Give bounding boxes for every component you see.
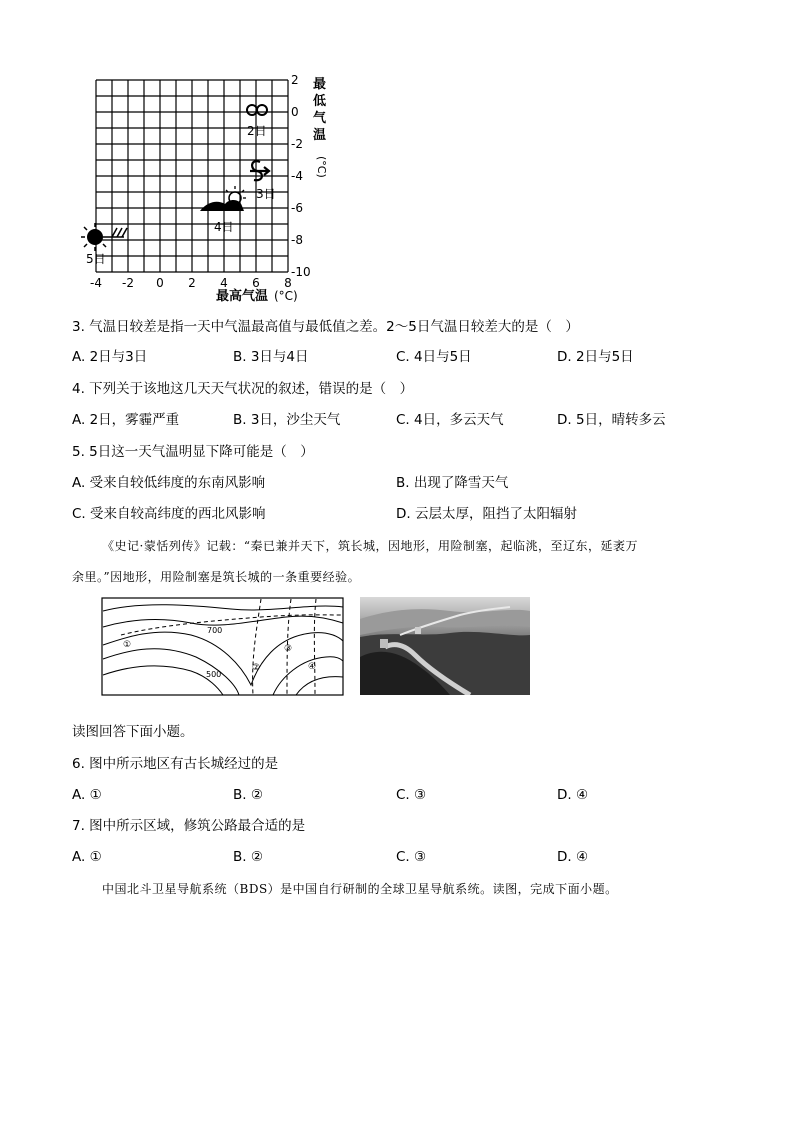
- route-marker-2: ②: [252, 663, 261, 673]
- x-tick-label: 4: [220, 276, 228, 290]
- q6-option-c[interactable]: C. ③: [396, 787, 427, 803]
- q3-option-d[interactable]: D. 2日与5日: [557, 349, 634, 365]
- q6-option-b[interactable]: B. ②: [233, 787, 263, 803]
- q6-stem: 6. 图中所示地区有古长城经过的是: [72, 756, 279, 772]
- q7-option-a[interactable]: A. ①: [72, 849, 102, 865]
- q4-stem: 4. 下列关于该地这几天天气状况的叙述，错误的是（ ）: [72, 381, 414, 397]
- contour-map: [101, 597, 344, 696]
- x-axis-unit: (°C): [274, 289, 298, 303]
- contour-label-700: 700: [207, 626, 223, 635]
- y-axis-title: [313, 77, 327, 143]
- q4-option-b[interactable]: B. 3日，沙尘天气: [233, 412, 341, 428]
- x-tick-label: 0: [156, 276, 164, 290]
- passage-line-1: 《史记·蒙恬列传》记载：“秦已兼并天下，筑长城，因地形，用险制塞，起临洮，至辽东，延袤万: [102, 539, 638, 553]
- y-tick-label: -8: [291, 233, 303, 247]
- q3-option-b[interactable]: B. 3日与4日: [233, 349, 309, 365]
- y-tick-label: 2: [291, 73, 299, 87]
- svg-text:气: 气: [313, 111, 327, 126]
- y-axis-unit: (°C): [315, 156, 328, 178]
- x-tick-labels: [90, 276, 292, 290]
- x-axis-title: 最高气温: [216, 289, 269, 304]
- q6-option-a[interactable]: A. ①: [72, 787, 102, 803]
- route-marker-3: ③: [284, 644, 293, 654]
- temperature-chart: [70, 70, 340, 306]
- contour-label-500: 500: [206, 670, 222, 679]
- great-wall-photo: [360, 597, 530, 695]
- y-tick-label: -6: [291, 201, 303, 215]
- q6-option-d[interactable]: D. ④: [557, 787, 589, 803]
- point-label-4: 4日: [214, 220, 234, 234]
- q7-option-d[interactable]: D. ④: [557, 849, 589, 865]
- read-prompt: 读图回答下面小题。: [72, 724, 194, 740]
- y-tick-label: 0: [291, 105, 299, 119]
- route-marker-1: ①: [123, 640, 132, 650]
- passage-bds: 中国北斗卫星导航系统（BDS）是中国自行研制的全球卫星导航系统。读图，完成下面小题。: [102, 882, 618, 896]
- q7-option-b[interactable]: B. ②: [233, 849, 263, 865]
- q5-stem: 5. 5日这一天气温明显下降可能是（ ）: [72, 444, 314, 460]
- svg-text:低: 低: [313, 94, 327, 109]
- q3-option-c[interactable]: C. 4日与5日: [396, 349, 472, 365]
- x-tick-label: -2: [122, 276, 134, 290]
- point-label-5: 5日: [86, 252, 106, 266]
- y-tick-label: -10: [291, 265, 311, 279]
- q3-stem: 3. 气温日较差是指一天中气温最高值与最低值之差。2～5日气温日较差大的是（ ）: [72, 319, 579, 335]
- q3-option-a[interactable]: A. 2日与3日: [72, 349, 148, 365]
- q4-option-c[interactable]: C. 4日，多云天气: [396, 412, 504, 428]
- x-tick-label: -4: [90, 276, 102, 290]
- point-label-3: 3日: [256, 187, 276, 201]
- route-marker-4: ④: [308, 662, 317, 672]
- x-tick-label: 6: [252, 276, 260, 290]
- passage-line-2: 余里。”因地形，用险制塞是筑长城的一条重要经验。: [72, 570, 361, 584]
- svg-text:最: 最: [313, 77, 327, 92]
- q7-option-c[interactable]: C. ③: [396, 849, 427, 865]
- q5-option-b[interactable]: B. 出现了降雪天气: [396, 475, 509, 491]
- partly-cloudy-icon: [200, 186, 246, 211]
- y-tick-label: -2: [291, 137, 303, 151]
- x-tick-label: 8: [284, 276, 292, 290]
- y-tick-labels: [291, 73, 311, 279]
- x-tick-label: 2: [188, 276, 196, 290]
- q5-option-a[interactable]: A. 受来自较低纬度的东南风影响: [72, 475, 266, 491]
- sandstorm-icon: [250, 161, 269, 180]
- q4-option-a[interactable]: A. 2日，雾霾严重: [72, 412, 180, 428]
- q5-option-c[interactable]: C. 受来自较高纬度的西北风影响: [72, 506, 266, 522]
- point-label-2: 2日: [247, 124, 267, 138]
- q7-stem: 7. 图中所示区域，修筑公路最合适的是: [72, 818, 306, 834]
- sunny-windy-icon: [81, 223, 127, 251]
- q5-option-d[interactable]: D. 云层太厚，阻挡了太阳辐射: [396, 506, 577, 522]
- svg-text:温: 温: [313, 128, 327, 143]
- chart-grid: [96, 80, 288, 272]
- haze-icon: [247, 105, 267, 115]
- q4-option-d[interactable]: D. 5日，晴转多云: [557, 412, 666, 428]
- y-tick-label: -4: [291, 169, 303, 183]
